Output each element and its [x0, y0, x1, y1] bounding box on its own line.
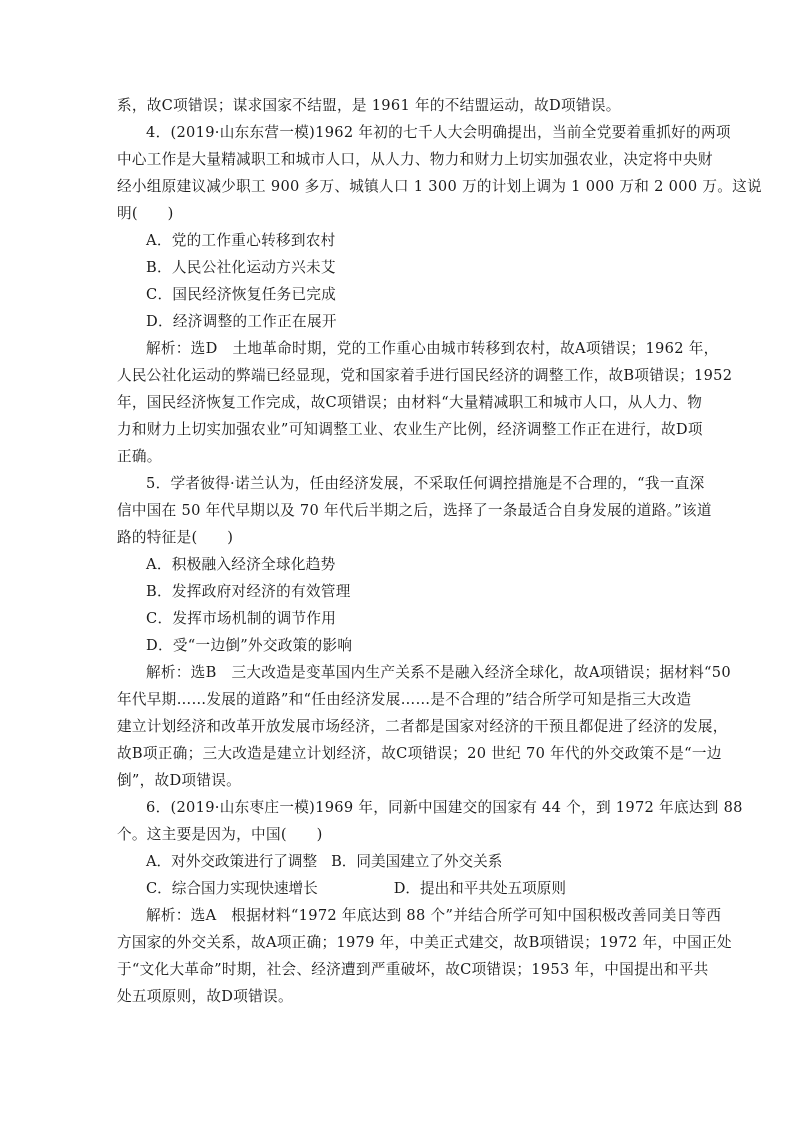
option-a: A．对外交政策进行了调整 [146, 853, 318, 870]
option-d: D．提出和平共处五项原则 [393, 880, 566, 897]
analysis-line: 倒”，故D项错误。 [117, 772, 242, 789]
analysis-line: 处五项原则，故D项错误。 [117, 988, 293, 1005]
option-row [117, 875, 683, 902]
analysis-line: 年，国民经济恢复工作完成，故C项错误；由材料“大量精减职工和城市人口，从人力、物 [117, 394, 703, 411]
text-line: 系，故C项错误；谋求国家不结盟，是 1961 年的不结盟运动，故D项错误。 [117, 97, 621, 114]
question-stem-line: 4．(2019·山东东营一模)1962 年初的七千人大会明确提出，当前全党要着重抓好的两项 [146, 124, 731, 141]
document-page [117, 92, 762, 1010]
question-4 [117, 119, 762, 470]
option-row [117, 848, 683, 875]
option-c: C．综合国力实现快速增长 [146, 880, 318, 897]
analysis-line: 解析：选D 土地革命时期，党的工作重心由城市转移到农村，故A项错误；1962 年， [146, 340, 719, 357]
analysis-line: 故B项正确；三大改造是建立计划经济，故C项错误；20 世纪 70 年代的外交政策不是“一边 [117, 745, 722, 762]
analysis-line: 人民公社化运动的弊端已经显现，党和国家着手进行国民经济的调整工作，故B项错误；1952 [117, 367, 733, 384]
analysis-line: 方国家的外交关系，故A项正确；1979 年，中美正式建交，故B项错误；1972 年，中国正处 [117, 934, 732, 951]
analysis-line: 力和财力上切实加强农业”可知调整工业、农业生产比例，经济调整工作正在进行，故D项 [117, 421, 703, 438]
analysis-line: 正确。 [117, 448, 162, 465]
question-5 [117, 470, 731, 794]
analysis-line: 解析：选B 三大改造是变革国内生产关系不是融入经济全球化，故A项错误；据材料“50 [146, 664, 731, 681]
option-a: A．积极融入经济全球化趋势 [146, 556, 336, 573]
question-6 [117, 794, 743, 1010]
option-b: B．同美国建立了外交关系 [331, 853, 503, 870]
question-stem-line: 信中国在 50 年代早期以及 70 年代后半期之后，选择了一条最适合自身发展的道路。”该道 [117, 502, 712, 519]
question-stem-line: 明( ) [117, 205, 174, 222]
analysis-line: 于“文化大革命”时期，社会、经济遭到严重破坏，故C项错误；1953 年，中国提出和平共 [117, 961, 709, 978]
option-c: C．发挥市场机制的调节作用 [146, 610, 337, 627]
analysis-line: 年代早期……发展的道路”和“任由经济发展……是不合理的”结合所学可知是指三大改造 [117, 691, 692, 708]
analysis-line: 建立计划经济和改革开放发展市场经济，二者都是国家对经济的干预且都促进了经济的发展， [117, 718, 728, 735]
question-stem-line: 中心工作是大量精减职工和城市人口，从人力、物力和财力上切实加强农业，决定将中央财 [117, 151, 713, 168]
question-stem-line: 路的特征是( ) [117, 529, 234, 546]
question-stem-line: 个。这主要是因为，中国( ) [117, 826, 323, 843]
option-d: D．经济调整的工作正在展开 [146, 313, 337, 330]
question-stem-line: 经小组原建议减少职工 900 多万、城镇人口 1 300 万的计划上调为 1 000 万和 2 000 万。这说 [117, 178, 762, 195]
question-stem-line: 5．学者彼得·诺兰认为，任由经济发展，不采取任何调控措施是不合理的，“我一直深 [146, 475, 705, 492]
option-a: A．党的工作重心转移到农村 [146, 232, 336, 249]
option-b: B．人民公社化运动方兴未艾 [146, 259, 336, 276]
option-d: D．受“一边倒”外交政策的影响 [146, 637, 353, 654]
question-stem-line: 6．(2019·山东枣庄一模)1969 年，同新中国建交的国家有 44 个，到 1972 年底达到 88 [146, 799, 743, 816]
analysis-line: 解析：选A 根据材料“1972 年底达到 88 个”并结合所学可知中国积极改善同美日等西 [146, 907, 722, 924]
option-b: B．发挥政府对经济的有效管理 [146, 583, 351, 600]
option-c: C．国民经济恢复任务已完成 [146, 286, 337, 303]
